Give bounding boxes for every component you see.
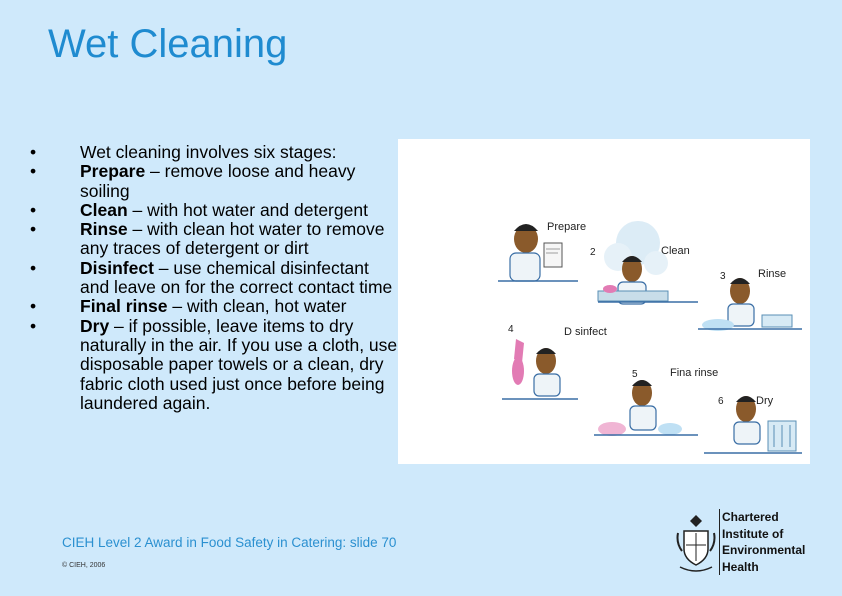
bullet-bold: Rinse bbox=[80, 219, 128, 240]
logo-line: Institute of bbox=[722, 526, 784, 541]
label-number-5: 5 bbox=[632, 369, 638, 380]
label-final-rinse: Fina rinse bbox=[670, 367, 719, 379]
bullet-item bbox=[30, 201, 402, 220]
wet-cleaning-illustration bbox=[398, 139, 810, 464]
label-number-4: 4 bbox=[508, 324, 514, 335]
bullet-text: – with clean, hot water bbox=[167, 296, 347, 317]
disinfect-figure bbox=[502, 339, 578, 399]
bullet-dot: • bbox=[30, 142, 37, 162]
bullet-bold: Disinfect bbox=[80, 257, 154, 278]
bullet-item bbox=[30, 259, 402, 298]
bullet-list bbox=[30, 143, 402, 413]
bullet-dot: • bbox=[30, 199, 37, 220]
logo-line: Health bbox=[722, 559, 759, 574]
bullet-dot: • bbox=[30, 161, 37, 182]
logo-text bbox=[722, 509, 805, 575]
bullet-item bbox=[30, 297, 402, 316]
logo-line: Chartered bbox=[722, 510, 779, 524]
bullet-bold: Prepare bbox=[80, 161, 146, 182]
slide-title: Wet Cleaning bbox=[48, 22, 288, 66]
slide-footer: CIEH Level 2 Award in Food Safety in Catering: slide 70 bbox=[62, 535, 397, 550]
bullet-item bbox=[30, 317, 402, 413]
cieh-logo bbox=[675, 505, 825, 583]
bullet-text: – use chemical disinfectant and leave on for the correct contact time bbox=[80, 257, 393, 298]
bullet-text: – with clean hot water to remove any traces of detergent or dirt bbox=[80, 219, 385, 259]
label-disinfect: D sinfect bbox=[564, 326, 607, 338]
bullet-dot: • bbox=[30, 257, 37, 278]
label-prepare: Prepare bbox=[547, 221, 587, 233]
coat-of-arms-icon bbox=[675, 509, 717, 575]
bullet-bold: Final rinse bbox=[80, 296, 168, 317]
final-rinse-figure bbox=[594, 380, 698, 436]
copyright-notice: © CIEH, 2006 bbox=[62, 562, 106, 569]
bullet-bold: Clean bbox=[80, 199, 128, 220]
bullet-item bbox=[30, 220, 402, 259]
logo-divider bbox=[719, 509, 720, 575]
illustration-svg bbox=[398, 139, 810, 464]
bullet-text: – if possible, leave items to dry naturally in the air. If you use a cloth, use disposable paper towels or a clean, dry fabric cloth used just once before being laundered again. bbox=[80, 315, 398, 413]
label-number-3: 3 bbox=[720, 271, 726, 282]
bullet-dot: • bbox=[30, 219, 37, 240]
label-rinse: Rinse bbox=[758, 268, 787, 280]
bullet-text: – remove loose and heavy soiling bbox=[80, 161, 356, 201]
bullet-text: Wet cleaning involves six stages: bbox=[80, 142, 337, 162]
bullet-item bbox=[30, 143, 402, 162]
bullet-bold: Dry bbox=[80, 315, 110, 336]
logo-line: Environmental bbox=[722, 543, 806, 557]
rinse-figure bbox=[698, 278, 802, 331]
clean-figure bbox=[598, 221, 698, 304]
bullet-dot: • bbox=[30, 296, 37, 317]
bullet-item bbox=[30, 162, 402, 201]
label-dry: Dry bbox=[756, 395, 774, 407]
bullet-dot: • bbox=[30, 315, 37, 336]
label-clean: Clean bbox=[661, 245, 690, 257]
label-number-2: 2 bbox=[590, 247, 596, 258]
label-number-6: 6 bbox=[718, 396, 724, 407]
bullet-text: – with hot water and detergent bbox=[127, 199, 368, 220]
